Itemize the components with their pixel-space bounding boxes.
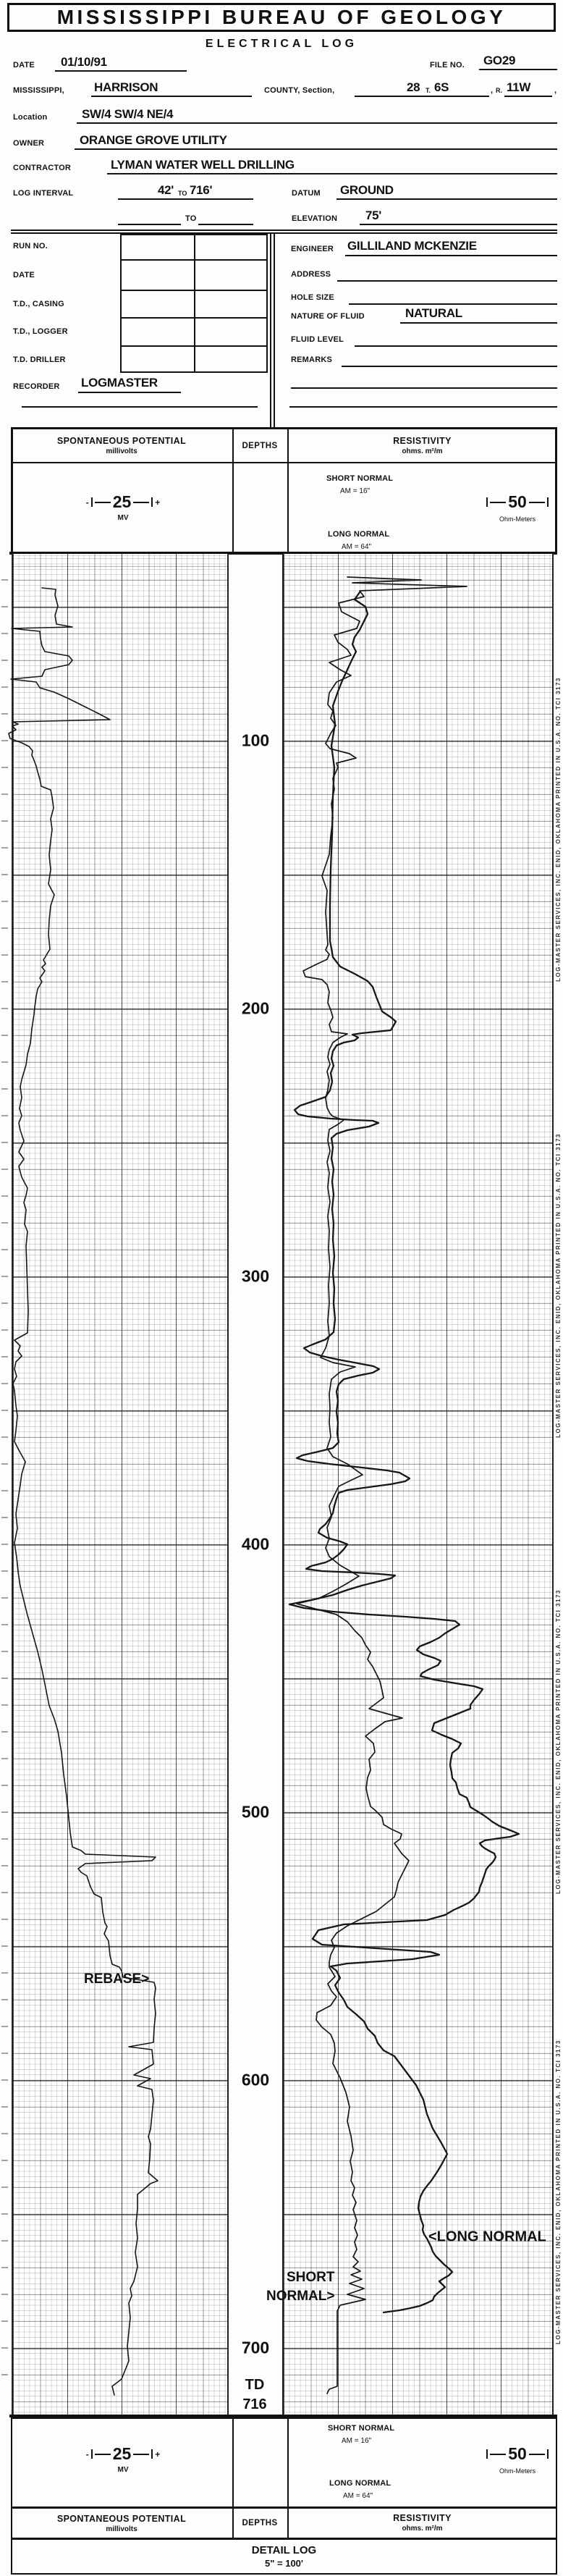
curve-annotation: SHORT xyxy=(287,2270,335,2285)
date-value: 01/10/91 xyxy=(61,55,107,69)
file-no-label: FILE NO. xyxy=(430,61,465,70)
depth-label-500: 500 xyxy=(241,1802,270,1822)
td-depth-value: 716 xyxy=(242,2396,267,2412)
run-no-label: RUN NO. xyxy=(13,242,48,251)
scale-line xyxy=(133,2454,149,2455)
long-normal-spacing: AM = 64" xyxy=(342,543,372,551)
long-normal-label: LONG NORMAL xyxy=(328,530,390,539)
township-label: T. xyxy=(426,87,431,94)
printer-imprint xyxy=(553,1513,563,1969)
depth-label-100: 100 xyxy=(241,731,270,750)
file-no-value: GO29 xyxy=(483,54,516,67)
range-value: 11W xyxy=(507,80,531,94)
depth-label-600: 600 xyxy=(241,2070,270,2089)
owner-label: OWNER xyxy=(13,139,45,148)
sp-scale-value: 25 xyxy=(112,492,132,511)
owner-value: ORANGE GROVE UTILITY xyxy=(80,133,227,147)
footer-sp-track-title: SPONTANEOUS POTENTIAL xyxy=(56,2514,187,2524)
location-label: Location xyxy=(13,113,48,122)
nature-of-fluid-label: NATURE OF FLUID xyxy=(291,312,365,321)
nature-of-fluid-value: NATURAL xyxy=(405,306,462,320)
section-value: 28 xyxy=(407,80,420,94)
elevation-label: ELEVATION xyxy=(292,214,338,223)
sp-track-title: SPONTANEOUS POTENTIAL xyxy=(56,436,187,446)
agency-title: MISSISSIPPI BUREAU OF GEOLOGY xyxy=(56,6,507,28)
printer-imprint xyxy=(553,601,563,1057)
td-label: TD xyxy=(245,2377,265,2393)
datum-value: GROUND xyxy=(340,183,394,197)
sp-scale-minus: - xyxy=(85,2449,89,2459)
footer-sp-track-subtitle: millivolts xyxy=(106,2525,137,2533)
comma: , xyxy=(491,86,494,95)
depth-label-200: 200 xyxy=(241,998,270,1018)
scale-tick xyxy=(547,2449,549,2459)
log-interval-from: 42' xyxy=(158,183,174,197)
footer-res-track-subtitle: ohms. m²/m xyxy=(402,2525,443,2533)
recorder-label: RECORDER xyxy=(13,382,60,391)
scale-tick xyxy=(91,2449,93,2459)
log-interval-label: LOG INTERVAL xyxy=(13,189,74,198)
footer-long-normal-label: LONG NORMAL xyxy=(329,2479,391,2488)
td-casing-label: T.D., CASING xyxy=(13,300,64,308)
detail-log-scale: 5" = 100' xyxy=(265,2558,303,2569)
res-track-title: RESISTIVITY xyxy=(393,436,452,446)
state-label: MISSISSIPPI, xyxy=(13,86,64,95)
curve-long-normal xyxy=(289,592,519,2312)
printer-imprint-text: LOG-MASTER SERVICES, INC. ENID, OKLAHOMA PRINTED IN U.S.A. NO. TCI 3173 xyxy=(554,676,562,982)
res-scale-value: 50 xyxy=(508,2444,527,2463)
engineer-value: GILLILAND MCKENZIE xyxy=(347,239,477,253)
contractor-label: CONTRACTOR xyxy=(13,164,72,172)
location-value: SW/4 SW/4 NE/4 xyxy=(82,107,174,121)
elevation-value: 75' xyxy=(365,209,382,222)
scale-tick xyxy=(486,2449,488,2459)
detail-log-title: DETAIL LOG xyxy=(251,2544,317,2556)
printer-imprint-text: LOG-MASTER SERVICES, INC. ENID, OKLAHOMA PRINTED IN U.S.A. NO. TCI 3173 xyxy=(554,1588,562,1894)
sp-scale-unit: MV xyxy=(117,514,129,522)
footer-divider xyxy=(11,2538,557,2540)
fluid-level-label: FLUID LEVEL xyxy=(291,335,344,344)
engineer-label: ENGINEER xyxy=(291,245,334,253)
hole-size-label: HOLE SIZE xyxy=(291,293,334,302)
datum-label: DATUM xyxy=(292,189,321,198)
county-value: HARRISON xyxy=(94,80,158,94)
printer-imprint-text: LOG-MASTER SERVICES, INC. ENID, OKLAHOMA PRINTED IN U.S.A. NO. TCI 3173 xyxy=(554,2040,562,2344)
run-date-label: DATE xyxy=(13,271,35,279)
comma: , xyxy=(554,86,557,95)
remarks-label: REMARKS xyxy=(291,355,333,364)
depth-label-400: 400 xyxy=(241,1534,270,1554)
footer-depths-track-title: DEPTHS xyxy=(242,2519,278,2527)
scale-line xyxy=(490,2454,506,2455)
footer-divider xyxy=(11,2506,557,2509)
sp-track-subtitle: millivolts xyxy=(106,447,137,455)
address-label: ADDRESS xyxy=(291,270,331,279)
curve-annotation: REBASE> xyxy=(84,1971,150,1987)
res-scale-value: 50 xyxy=(508,492,527,511)
footer-short-normal-label: SHORT NORMAL xyxy=(328,2424,395,2433)
res-track-subtitle: ohms. m²/m xyxy=(402,447,443,455)
footer-sp-scale-unit: MV xyxy=(117,2466,129,2474)
td-driller-label: T.D. DRILLER xyxy=(13,355,66,364)
curve-annotation: NORMAL> xyxy=(266,2289,335,2304)
curve-annotation: <LONG NORMAL xyxy=(428,2228,546,2245)
township-value: 6S xyxy=(434,80,449,94)
recorder-value: LOGMASTER xyxy=(81,376,158,390)
log-interval-to: 716' xyxy=(190,183,213,197)
footer-long-normal-spacing: AM = 64" xyxy=(343,2492,373,2500)
range-label: R. xyxy=(496,87,502,94)
curve-spontaneous-potential xyxy=(9,588,158,2395)
scale-tick xyxy=(151,2449,153,2459)
printer-imprint-text: LOG-MASTER SERVICES, INC. ENID, OKLAHOMA PRINTED IN U.S.A. NO. TCI 3173 xyxy=(554,1132,562,1438)
short-normal-label: SHORT NORMAL xyxy=(326,474,394,483)
scale-line xyxy=(95,2454,111,2455)
depth-label-300: 300 xyxy=(241,1266,270,1286)
printer-imprint xyxy=(553,1969,563,2415)
county-section-label: COUNTY, Section, xyxy=(264,86,335,95)
depth-label-700: 700 xyxy=(241,2338,270,2357)
footer-res-scale xyxy=(478,2446,557,2462)
footer-res-track-title: RESISTIVITY xyxy=(393,2513,452,2523)
footer-sp-scale xyxy=(65,2446,181,2462)
td-logger-label: T.D., LOGGER xyxy=(13,327,68,336)
log-interval-to-word: TO xyxy=(178,190,187,197)
footer-short-normal-spacing: AM = 16" xyxy=(342,2437,372,2445)
log-type-title: ELECTRICAL LOG xyxy=(205,38,358,50)
sp-scale-plus: + xyxy=(155,2449,161,2459)
contractor-value: LYMAN WATER WELL DRILLING xyxy=(111,158,295,172)
to-label: TO xyxy=(185,214,197,223)
date-label: DATE xyxy=(13,61,35,70)
res-scale-unit: Ohm-Meters xyxy=(499,515,536,523)
sp-scale-minus: - xyxy=(85,497,89,508)
sp-scale-plus: + xyxy=(155,497,161,508)
sp-scale-value: 25 xyxy=(112,2444,132,2463)
scale-line xyxy=(529,2454,545,2455)
depths-track-title: DEPTHS xyxy=(242,442,278,450)
short-normal-spacing: AM = 16" xyxy=(340,487,371,495)
footer-res-scale-unit: Ohm-Meters xyxy=(499,2467,536,2475)
printer-imprint xyxy=(553,1057,563,1513)
